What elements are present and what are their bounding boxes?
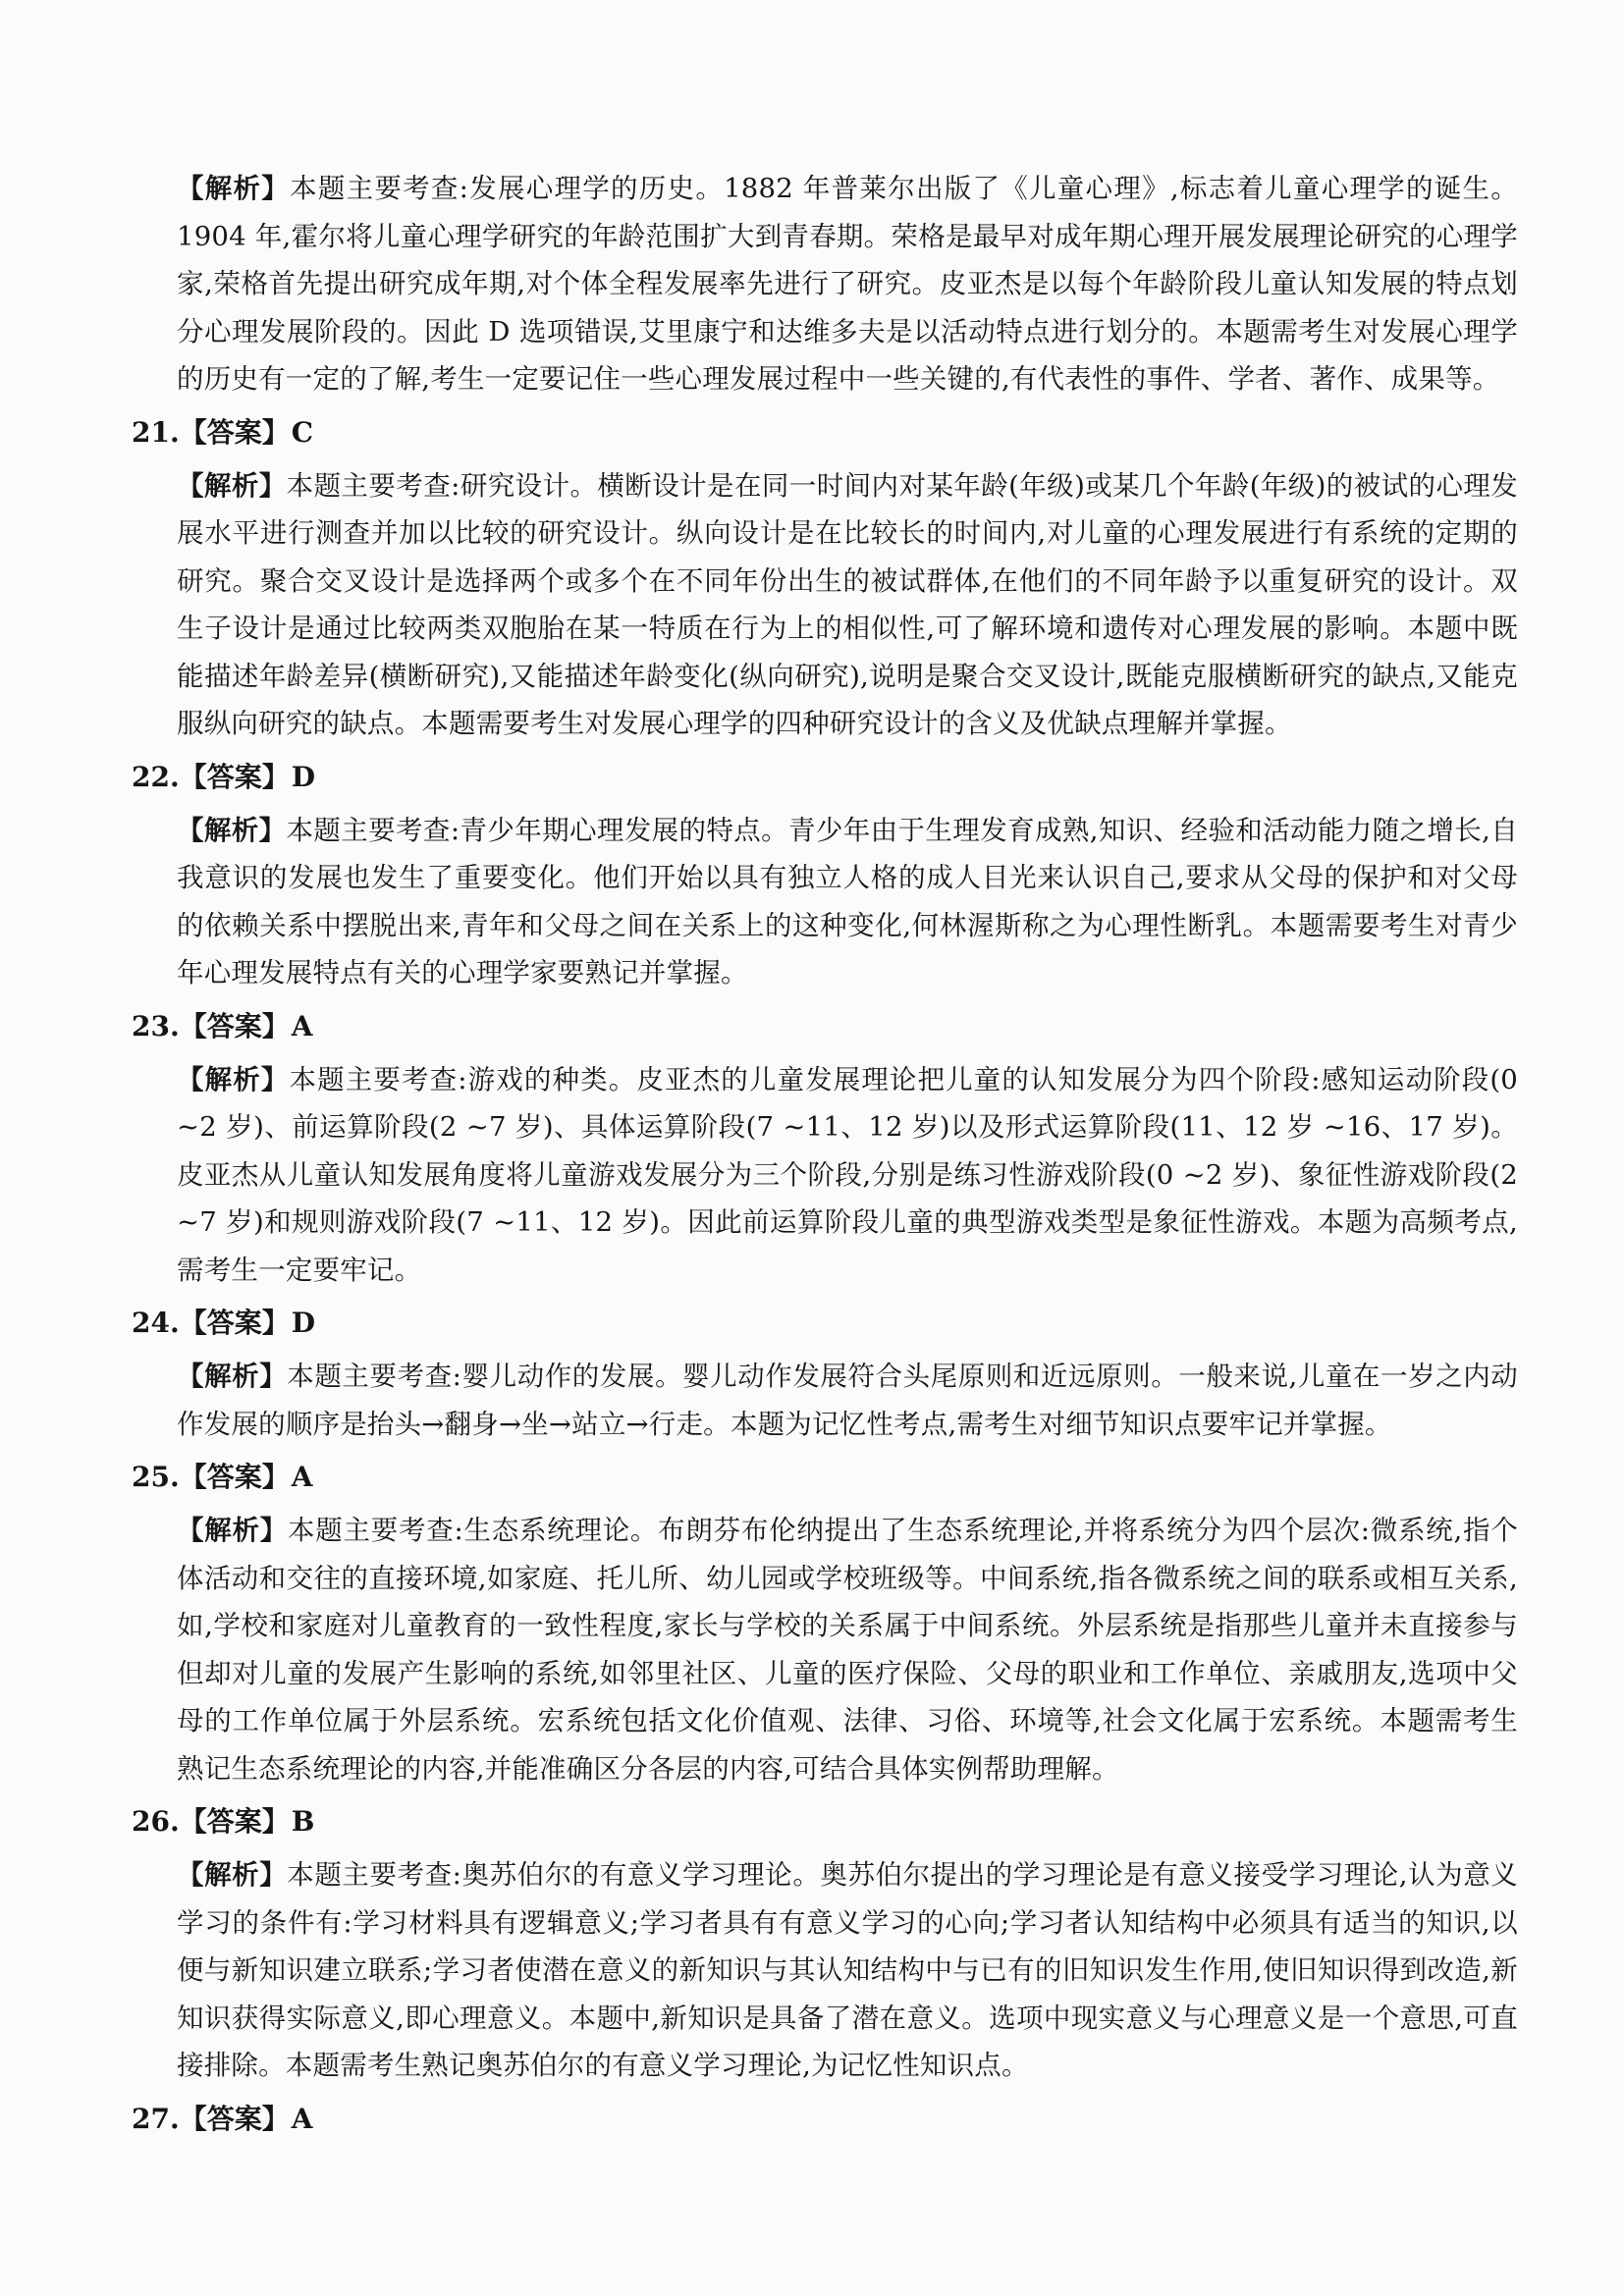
- explanation-text: 本题主要考查:青少年期心理发展的特点。青少年由于生理发育成熟,知识、经验和活动能力随之增长,自我意识的发展也发生了重要变化。他们开始以具有独立人格的成人目光来认识自己,要求从父母的保护和对父母的依赖关系中摆脱出来,青年和父母之间在关系上的这种变化,何林渥斯称之为心理性断乳。本题需要考生对青少年心理发展特点有关的心理学家要熟记并掌握。: [177, 814, 1518, 988]
- answer-tag: 【答案】: [179, 1009, 290, 1042]
- question-number: 25.: [132, 1461, 180, 1493]
- answer-value: A: [291, 1461, 313, 1493]
- answer-line: [132, 1300, 1624, 1347]
- question-number: 27.: [132, 2102, 180, 2135]
- item-24: [0, 1300, 1624, 1448]
- answer-line: [132, 1003, 1624, 1050]
- explanation-paragraph: [177, 1851, 1518, 2090]
- explanation-paragraph: [177, 1507, 1518, 1792]
- answer-line: [132, 1454, 1624, 1501]
- explanation-text: 本题主要考查:奥苏伯尔的有意义学习理论。奥苏伯尔提出的学习理论是有意义接受学习理论,认为意义学习的条件有:学习材料具有逻辑意义;学习者具有有意义学习的心向;学习者认知结构中必须具有适当的知识,以便与新知识建立联系;学习者使潜在意义的新知识与其认知结构中与已有的旧知识发生作用,使旧知识得到改造,新知识获得实际意义,即心理意义。本题中,新知识是具备了潜在意义。选项中现实意义与心理意义是一个意思,可直接排除。本题需考生熟记奥苏伯尔的有意义学习理论,为记忆性知识点。: [177, 1859, 1518, 2081]
- answer-tag: 【答案】: [179, 1805, 290, 1838]
- answer-tag: 【答案】: [179, 1307, 290, 1339]
- explanation-tag: 【解析】: [177, 1515, 288, 1546]
- answer-tag: 【答案】: [179, 2102, 290, 2135]
- question-number: 26.: [132, 1805, 180, 1838]
- item-25: [0, 1454, 1624, 1792]
- answer-value: D: [291, 1307, 316, 1339]
- item-22: [0, 754, 1624, 997]
- explanation-tag: 【解析】: [177, 469, 287, 502]
- question-number: 23.: [132, 1009, 180, 1042]
- explanation-tag: 【解析】: [177, 1063, 290, 1095]
- explanation-tag: 【解析】: [177, 1859, 288, 1891]
- item-21: [0, 409, 1624, 748]
- answer-line: [132, 409, 1624, 456]
- item-27: [0, 2096, 1624, 2143]
- answer-value: A: [291, 1009, 313, 1042]
- explanation-paragraph: [177, 165, 1518, 403]
- answer-value: A: [291, 2102, 313, 2135]
- answer-value: C: [291, 415, 314, 449]
- explanation-paragraph: [177, 1353, 1518, 1448]
- explanation-tag: 【解析】: [177, 173, 291, 204]
- question-number: 22.: [132, 760, 180, 793]
- item-23: [0, 1003, 1624, 1295]
- explanation-text: 本题主要考查:生态系统理论。布朗芬布伦纳提出了生态系统理论,并将系统分为四个层次:微系统,指个体活动和交往的直接环境,如家庭、托儿所、幼儿园或学校班级等。中间系统,指各微系统之间的联系或相互关系,如,学校和家庭对儿童教育的一致性程度,家长与学校的关系属于中间系统。外层系统是指那些儿童并未直接参与但却对儿童的发展产生影响的系统,如邻里社区、儿童的医疗保险、父母的职业和工作单位、亲戚朋友,选项中父母的工作单位属于外层系统。宏系统包括文化价值观、法律、习俗、环境等,社会文化属于宏系统。本题需考生熟记生态系统理论的内容,并能准确区分各层的内容,可结合具体实例帮助理解。: [177, 1515, 1518, 1785]
- answer-tag: 【答案】: [179, 415, 290, 449]
- explanation-paragraph: [177, 807, 1518, 997]
- question-number: 24.: [132, 1307, 180, 1339]
- item-26: [0, 1798, 1624, 2090]
- answer-line: [132, 754, 1624, 801]
- answer-tag: 【答案】: [179, 760, 290, 793]
- answer-value: D: [291, 760, 316, 793]
- explanation-text: 本题主要考查:婴儿动作的发展。婴儿动作发展符合头尾原则和近远原则。一般来说,儿童在一岁之内动作发展的顺序是抬头→翻身→坐→站立→行走。本题为记忆性考点,需考生对细节知识点要牢记并掌握。: [177, 1361, 1518, 1440]
- explanation-tag: 【解析】: [177, 1361, 288, 1392]
- answer-line: [132, 2096, 1624, 2143]
- explanation-text: 本题主要考查:游戏的种类。皮亚杰的儿童发展理论把儿童的认知发展分为四个阶段:感知运动阶段(0 ~2 岁)、前运算阶段(2 ~7 岁)、具体运算阶段(7 ~11、12 岁)以及形式运算阶段(11、12 岁 ~16、17 岁)。皮亚杰从儿童认知发展角度将儿童游戏发展分为三个阶段,分别是练习性游戏阶段(0 ~2 岁)、象征性游戏阶段(2 ~7 岁)和规则游戏阶段(7 ~11、12 岁)。因此前运算阶段儿童的典型游戏类型是象征性游戏。本题为高频考点,需考生一定要牢记。: [177, 1063, 1518, 1286]
- answer-value: B: [291, 1805, 315, 1838]
- answer-line: [132, 1798, 1624, 1845]
- explanation-paragraph: [177, 462, 1518, 748]
- explanation-text: 本题主要考查:发展心理学的历史。1882 年普莱尔出版了《儿童心理》,标志着儿童心理学的诞生。1904 年,霍尔将儿童心理学研究的年龄范围扩大到青春期。荣格是最早对成年期心理开展发展理论研究的心理学家,荣格首先提出研究成年期,对个体全程发展率先进行了研究。皮亚杰是以每个年龄阶段儿童认知发展的特点划分心理发展阶段的。因此 D 选项错误,艾里康宁和达维多夫是以活动特点进行划分的。本题需考生对发展心理学的历史有一定的了解,考生一定要记住一些心理发展过程中一些关键的,有代表性的事件、学者、著作、成果等。: [177, 173, 1518, 395]
- explanation-paragraph: [177, 1056, 1518, 1295]
- explanation-tag: 【解析】: [177, 814, 287, 846]
- question-number: 21.: [132, 415, 180, 449]
- answer-tag: 【答案】: [179, 1461, 290, 1493]
- item-20-continued: [0, 165, 1624, 403]
- explanation-text: 本题主要考查:研究设计。横断设计是在同一时间内对某年龄(年级)或某几个年龄(年级)的被试的心理发展水平进行测查并加以比较的研究设计。纵向设计是在比较长的时间内,对儿童的心理发展进行有系统的定期的研究。聚合交叉设计是选择两个或多个在不同年份出生的被试群体,在他们的不同年龄予以重复研究的设计。双生子设计是通过比较两类双胞胎在某一特质在行为上的相似性,可了解环境和遗传对心理发展的影响。本题中既能描述年龄差异(横断研究),又能描述年龄变化(纵向研究),说明是聚合交叉设计,既能克服横断研究的缺点,又能克服纵向研究的缺点。本题需要考生对发展心理学的四种研究设计的含义及优缺点理解并掌握。: [177, 469, 1518, 739]
